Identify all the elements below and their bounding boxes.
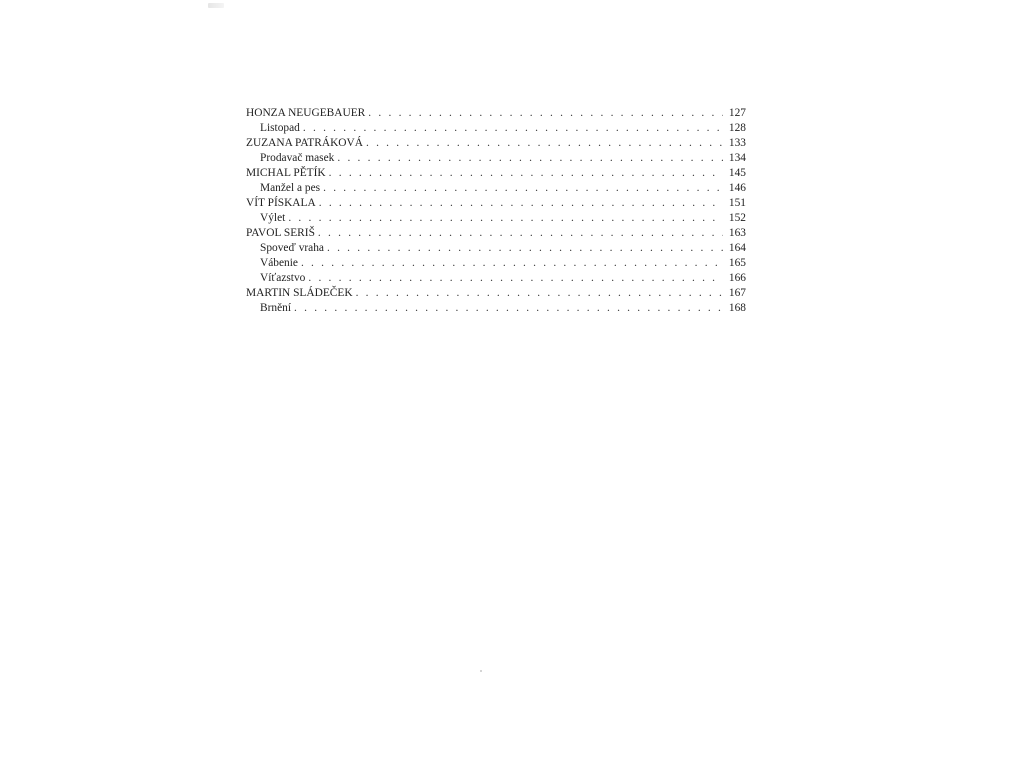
dot-leader: [327, 241, 723, 256]
toc-entry-page: 145: [728, 167, 746, 179]
toc-entry-author: [246, 286, 746, 301]
toc-entry-title: MICHAL PĚTÍK: [246, 167, 326, 179]
dot-leader: [318, 226, 723, 241]
toc-entry-work: [246, 211, 746, 226]
toc-entry-work: [246, 256, 746, 271]
toc-entry-title: MARTIN SLÁDEČEK: [246, 287, 353, 299]
toc-entry-page: 128: [728, 122, 746, 134]
toc-entry-page: 127: [728, 107, 746, 119]
toc-entry-title: Listopad: [260, 122, 300, 134]
dot-leader: [356, 286, 723, 301]
toc-entry-title: Výlet: [260, 212, 286, 224]
toc-entry-title: HONZA NEUGEBAUER: [246, 107, 366, 119]
toc-entry-title: Víťazstvo: [260, 272, 306, 284]
toc-entry-title: Vábenie: [260, 257, 298, 269]
dot-leader: [288, 211, 723, 226]
toc-entry-page: 164: [728, 242, 746, 254]
toc-entry-work: [246, 271, 746, 286]
toc-entry-author: [246, 166, 746, 181]
toc-entry-page: 151: [728, 197, 746, 209]
toc-entry-author: [246, 196, 746, 211]
toc-entry-page: 168: [728, 302, 746, 314]
toc-entry-work: [246, 301, 746, 316]
toc-entry-author: [246, 106, 746, 121]
toc-entry-page: 163: [728, 227, 746, 239]
scan-artifact: [208, 3, 224, 8]
toc-entry-work: [246, 151, 746, 166]
toc-entry-work: [246, 241, 746, 256]
toc-entry-page: 146: [728, 182, 746, 194]
toc-entry-title: Spoveď vraha: [260, 242, 324, 254]
table-of-contents: [246, 106, 746, 316]
toc-entry-page: 167: [728, 287, 746, 299]
toc-entry-title: Manžel a pes: [260, 182, 321, 194]
toc-entry-page: 165: [728, 257, 746, 269]
toc-entry-title: ZUZANA PATRÁKOVÁ: [246, 137, 363, 149]
toc-entry-title: VÍT PÍSKALA: [246, 197, 316, 209]
dot-leader: [308, 271, 723, 286]
toc-entry-work: [246, 121, 746, 136]
dot-leader: [337, 151, 723, 166]
toc-entry-author: [246, 226, 746, 241]
dot-leader: [323, 181, 723, 196]
dot-leader: [319, 196, 723, 211]
dot-leader: [329, 166, 723, 181]
toc-entry-page: 166: [728, 272, 746, 284]
toc-entry-title: PAVOL SERIŠ: [246, 227, 315, 239]
toc-entry-title: Brnění: [260, 302, 292, 314]
toc-entry-work: [246, 181, 746, 196]
scan-artifact: [480, 670, 482, 672]
toc-entry-page: 134: [728, 152, 746, 164]
toc-entry-page: 133: [728, 137, 746, 149]
toc-entry-page: 152: [728, 212, 746, 224]
toc-entry-author: [246, 136, 746, 151]
toc-entry-title: Prodavač masek: [260, 152, 335, 164]
dot-leader: [301, 256, 723, 271]
dot-leader: [368, 106, 723, 121]
dot-leader: [303, 121, 723, 136]
dot-leader: [294, 301, 723, 316]
dot-leader: [366, 136, 723, 151]
